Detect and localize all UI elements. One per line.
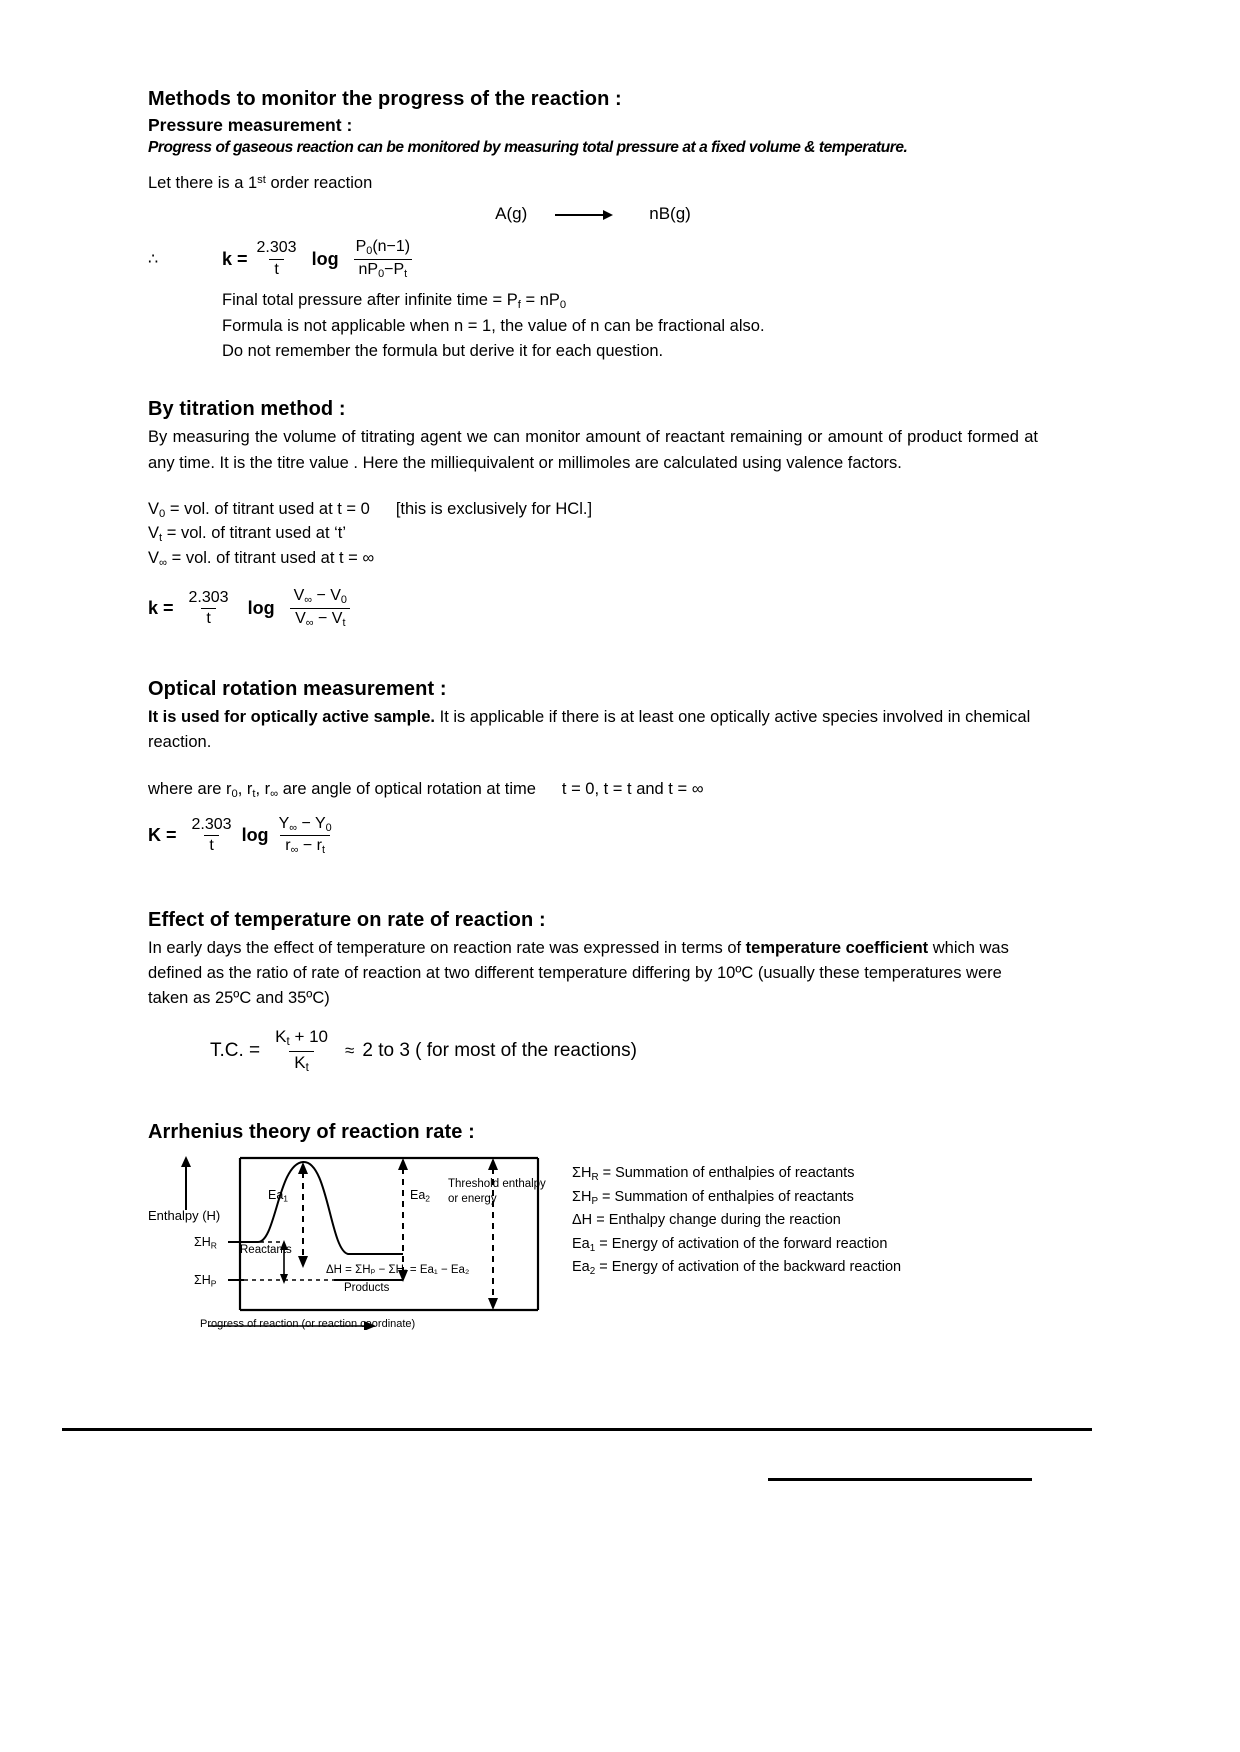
legend-item-sigma-hr: $\Sigma H_R$ = Summation of enthalpies of reactants (572, 1165, 855, 1183)
eq1-k-label: k = (222, 248, 248, 269)
diagram-ea2-label: $Ea_2$ (410, 1188, 431, 1204)
intro-rest: order reaction (265, 174, 373, 192)
diagram-threshold-label: Threshold enthalpy or energy (448, 1178, 546, 1205)
eq3-k-label: K = (148, 825, 177, 846)
eq1-denominator: t (269, 259, 283, 279)
rate-constant-titration-equation (148, 587, 1038, 629)
eq4-tc-label: T.C. = (210, 1040, 261, 1062)
diagram-y-axis-label: Enthalpy (H) (148, 1208, 221, 1224)
first-order-intro (148, 171, 1038, 196)
note-final-pressure: Final total pressure after infinite time = $P_f = nP_0$ (222, 291, 567, 312)
eq2-numerator: 2.303 (188, 588, 229, 606)
diagram-ea1-label: $Ea_1$ (268, 1188, 289, 1204)
diagram-reactants-label: Reactants (240, 1244, 292, 1257)
heading-methods-to-monitor: Methods to monitor the progress of the reaction : (148, 88, 622, 110)
eq2-frac-numerator: $V_\infty - V_0$ (293, 587, 347, 607)
legend-item-ea1: $Ea_1$ = Energy of activation of the forward reaction (572, 1235, 888, 1254)
footer-divider-left (62, 1428, 1092, 1431)
therefore-symbol: ∴ (148, 251, 159, 269)
eq3-log-label: log (241, 825, 269, 846)
intro-text: Let there is a 1 (148, 174, 258, 192)
eq3-denominator: t (204, 835, 218, 855)
eq2-log-label: log (247, 598, 275, 618)
temperature-coefficient-equation (210, 1027, 1038, 1075)
optical-rest: It is applicable if there is at least one optically active species involved in chemical reaction. (148, 707, 1031, 751)
eq1-log-label: log (311, 248, 339, 269)
document-content (148, 88, 1038, 1335)
arrhenius-energy-diagram (148, 1150, 1038, 1335)
def-vt: $V_t$ = vol. of titrant used at ‘t’ (148, 524, 347, 545)
diagram-legend (572, 1162, 901, 1280)
approx-symbol: ≈ (345, 1041, 355, 1061)
eq3-frac-numerator: $Y_\infty - Y_0$ (278, 814, 332, 834)
rate-constant-pressure-equation (148, 238, 1038, 280)
note-formula-na: Formula is not applicable when n = 1, the value of n can be fractional also. (222, 317, 765, 336)
note-derive: Do not remember the formula but derive it for each question. (222, 342, 664, 361)
eq1-numerator: 2.303 (256, 239, 297, 257)
eq1-frac-denominator: $nP_0-P_t$ (354, 259, 413, 281)
diagram-products-label: Products (344, 1282, 390, 1295)
reaction-arrow-icon (555, 208, 621, 220)
reaction-equation (148, 204, 1038, 224)
pressure-italic-note: Progress of gaseous reaction can be monitored by measuring total pressure at a fixed volume & temperature. (148, 139, 908, 156)
optical-where-line: where are $r_0$, $r_t$, $r_\infty$ are angle of optical rotation at time t = 0, t = t and t = ∞ (148, 779, 704, 800)
optical-rotation-paragraph (148, 705, 1038, 755)
reactant-label: A(g) (495, 204, 528, 224)
heading-arrhenius-theory: Arrhenius theory of reaction rate : (148, 1121, 475, 1144)
eq1-frac-numerator: $P_0(n-1)$ (355, 238, 411, 258)
product-label: nB(g) (649, 204, 691, 224)
heading-pressure-measurement: Pressure measurement : (148, 115, 353, 135)
eq4-numerator: $K_t + 10$ (275, 1027, 329, 1049)
eq2-denominator: t (201, 608, 215, 628)
legend-item-delta-h: ΔH = Enthalpy change during the reaction (572, 1212, 841, 1229)
eq4-denominator: $K_t$ (289, 1051, 314, 1076)
diagram-x-axis-label: Progress of reaction (or reaction coordinate) (200, 1318, 416, 1331)
heading-by-titration-method: By titration method : (148, 398, 346, 421)
legend-item-ea2: $Ea_2$ = Energy of activation of the backward reaction (572, 1259, 902, 1278)
heading-optical-rotation: Optical rotation measurement : (148, 677, 447, 700)
intro-superscript: st (257, 173, 266, 186)
diagram-sigma-hp-label: $\Sigma H_P$ (194, 1273, 217, 1289)
def-vinf: $V_\infty$ = vol. of titrant used at t = ∞ (148, 548, 375, 569)
eq2-frac-denominator: $V_\infty - V_t$ (290, 608, 350, 630)
titration-paragraph: By measuring the volume of titrating agent we can monitor amount of reactant remaining or amount of product formed at any time. It is the titre value . Here the milliequivalent or millimoles are calculated using valence factors. (148, 428, 1038, 472)
diagram-delta-h-label: ΔH = ΣHₚ − ΣHᵣ = Ea₁ − Ea₂ (326, 1264, 470, 1277)
eq4-tail-text: 2 to 3 ( for most of the reactions) (362, 1040, 637, 1062)
eq3-frac-denominator: $r_\infty - r_t$ (280, 835, 330, 857)
temperature-coefficient-bold: temperature coefficient (745, 938, 929, 957)
temperature-paragraph: In early days the effect of temperature on reaction rate was expressed in terms of temperature coefficient which was defined as the ratio of rate of reaction at two different temperature differing by 10ºC (usually these temperatures were taken as 25ºC and 35ºC) (148, 938, 1009, 1008)
footer-divider-right (768, 1478, 1032, 1481)
eq2-k-label: k = (148, 598, 174, 618)
rate-constant-optical-equation (148, 815, 1038, 857)
heading-effect-of-temperature: Effect of temperature on rate of reaction : (148, 908, 546, 931)
optical-bold-lead: It is used for optically active sample. (148, 707, 436, 726)
eq3-numerator: 2.303 (191, 816, 232, 834)
def-v0: $V_0$ = vol. of titrant used at t = 0 [this is exclusively for HCl.] (148, 499, 593, 520)
legend-item-sigma-hp: $\Sigma H_P$ = Summation of enthalpies of reactants (572, 1188, 854, 1207)
diagram-sigma-hr-label: $\Sigma H_R$ (194, 1235, 217, 1251)
